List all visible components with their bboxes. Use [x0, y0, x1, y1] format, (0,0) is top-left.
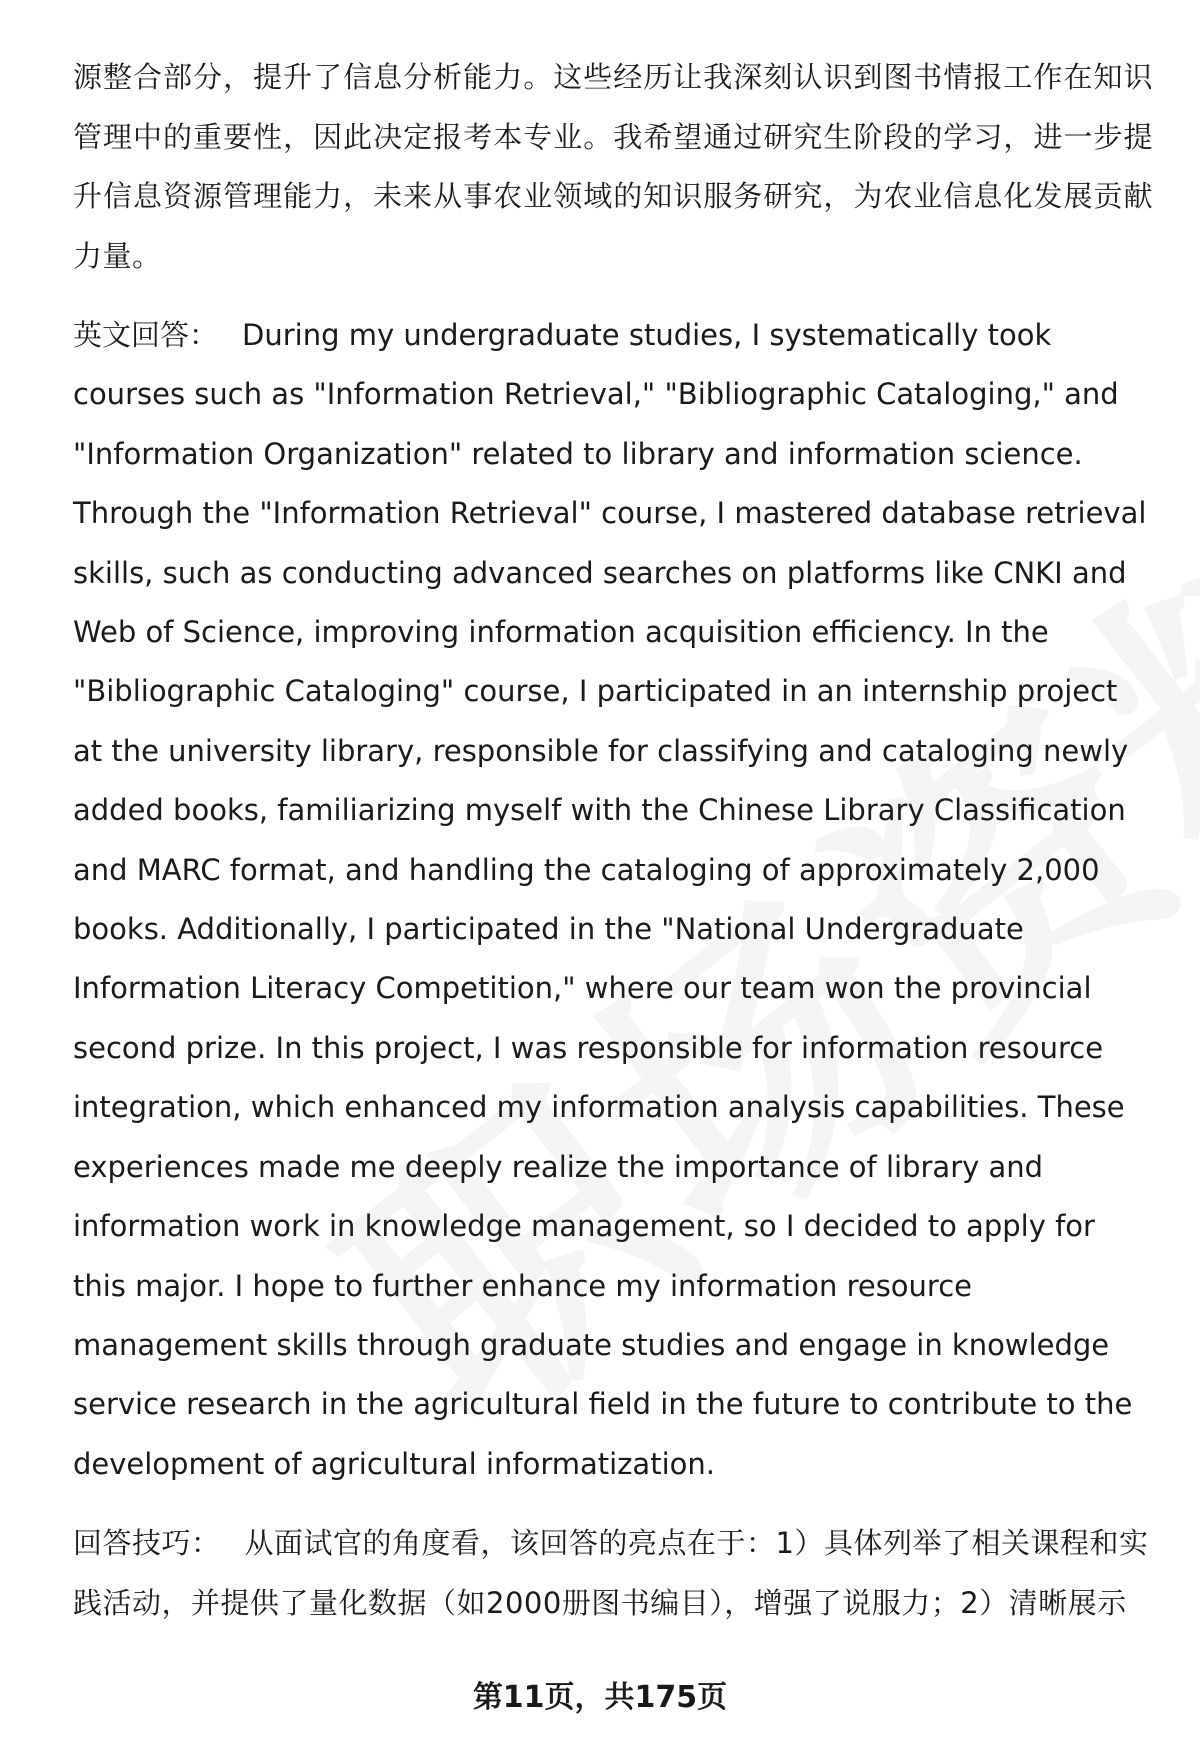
answer-tips-label: 回答技巧：: [73, 1526, 221, 1561]
english-answer-text: During my undergraduate studies, I systematically took courses such as "Information Retrieval," "Bibliographic Cataloging," and "Information Organization" related to library and information science. Through the "Information Retrieval" course, I mastered database retrieval skills, such as conducting advanced searches on platforms like CNKI and Web of Science, improving information acquisition efficiency. In the "Bibliographic Cataloging" course, I participated in an internship project at the university library, responsible for classifying and cataloging newly added books, familiarizing myself with the Chinese Library Classification and MARC format, and handling the cataloging of approximately 2,000 books. Additionally, I participated in the "National Undergraduate Information Literacy Competition," where our team won the provincial second prize. In this project, I was responsible for information resource integration, which enhanced my information analysis capabilities. These experiences made me deeply realize the importance of library and information work in knowledge management, so I decided to apply for this major. I hope to further enhance my information resource management skills through graduate studies and engage in knowledge service research in the agricultural field in the future to contribute to the development of agricultural informatization.: [73, 318, 1147, 1481]
page-indicator: 第11页，共175页: [472, 1680, 728, 1715]
page-content: [73, 48, 1153, 1633]
intro-paragraph: 源整合部分，提升了信息分析能力。这些经历让我深刻认识到图书情报工作在知识管理中的重要性，因此决定报考本专业。我希望通过研究生阶段的学习，进一步提升信息资源管理能力，未来从事农业领域的知识服务研究，为农业信息化发展贡献力量。: [73, 60, 1153, 273]
answer-tips-text: 从面试官的角度看，该回答的亮点在于：1）具体列举了相关课程和实践活动，并提供了量化数据（如2000册图书编目），增强了说服力；2）清晰展示: [73, 1526, 1149, 1620]
answer-tips-paragraph: [73, 1514, 1153, 1633]
english-answer-label: 英文回答：: [73, 318, 219, 352]
english-answer-paragraph: [73, 306, 1153, 1494]
